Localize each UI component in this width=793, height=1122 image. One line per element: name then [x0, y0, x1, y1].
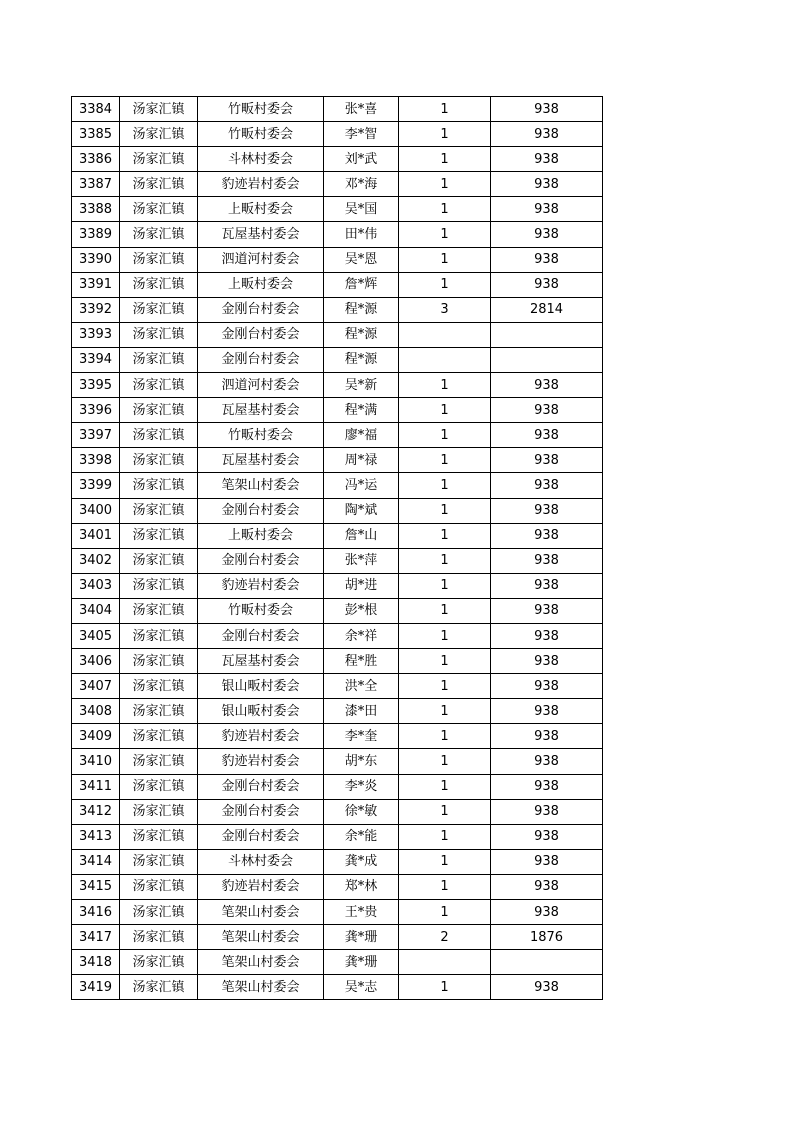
household-count-cell: 1 — [399, 247, 491, 272]
row-number-cell: 3407 — [72, 674, 120, 699]
household-count-cell: 1 — [399, 523, 491, 548]
amount-cell — [491, 322, 603, 347]
row-number-cell: 3397 — [72, 423, 120, 448]
person-name-cell: 田*伟 — [324, 222, 399, 247]
amount-cell: 938 — [491, 724, 603, 749]
row-number-cell: 3392 — [72, 297, 120, 322]
village-committee-cell: 豹迹岩村委会 — [198, 749, 324, 774]
household-count-cell: 1 — [399, 900, 491, 925]
person-name-cell: 詹*辉 — [324, 272, 399, 297]
row-number-cell: 3401 — [72, 523, 120, 548]
household-count-cell: 1 — [399, 799, 491, 824]
person-name-cell: 胡*东 — [324, 749, 399, 774]
person-name-cell: 王*贵 — [324, 900, 399, 925]
table-row — [72, 849, 603, 874]
table-row — [72, 448, 603, 473]
person-name-cell: 龚*珊 — [324, 950, 399, 975]
town-cell: 汤家汇镇 — [120, 523, 198, 548]
amount-cell — [491, 347, 603, 372]
amount-cell: 938 — [491, 699, 603, 724]
village-committee-cell: 瓦屋基村委会 — [198, 398, 324, 423]
town-cell: 汤家汇镇 — [120, 975, 198, 1000]
table-row — [72, 297, 603, 322]
amount-cell: 938 — [491, 172, 603, 197]
household-count-cell: 1 — [399, 824, 491, 849]
row-number-cell: 3402 — [72, 548, 120, 573]
row-number-cell: 3391 — [72, 272, 120, 297]
person-name-cell: 龚*成 — [324, 849, 399, 874]
table-row — [72, 900, 603, 925]
town-cell: 汤家汇镇 — [120, 297, 198, 322]
table-row — [72, 197, 603, 222]
row-number-cell: 3408 — [72, 699, 120, 724]
row-number-cell: 3405 — [72, 623, 120, 648]
household-count-cell: 1 — [399, 674, 491, 699]
amount-cell: 938 — [491, 573, 603, 598]
town-cell: 汤家汇镇 — [120, 272, 198, 297]
village-committee-cell: 豹迹岩村委会 — [198, 724, 324, 749]
household-count-cell: 1 — [399, 548, 491, 573]
amount-cell: 938 — [491, 473, 603, 498]
village-committee-cell: 斗林村委会 — [198, 849, 324, 874]
row-number-cell: 3406 — [72, 649, 120, 674]
town-cell: 汤家汇镇 — [120, 598, 198, 623]
table-body — [72, 97, 603, 1000]
village-committee-cell: 瓦屋基村委会 — [198, 222, 324, 247]
town-cell: 汤家汇镇 — [120, 423, 198, 448]
household-count-cell: 1 — [399, 598, 491, 623]
table-row — [72, 398, 603, 423]
town-cell: 汤家汇镇 — [120, 548, 198, 573]
row-number-cell: 3412 — [72, 799, 120, 824]
person-name-cell: 吴*恩 — [324, 247, 399, 272]
row-number-cell: 3395 — [72, 373, 120, 398]
person-name-cell: 吴*志 — [324, 975, 399, 1000]
village-committee-cell: 笔架山村委会 — [198, 900, 324, 925]
row-number-cell: 3385 — [72, 122, 120, 147]
village-committee-cell: 金刚台村委会 — [198, 322, 324, 347]
person-name-cell: 李*智 — [324, 122, 399, 147]
village-committee-cell: 笔架山村委会 — [198, 473, 324, 498]
table-row — [72, 147, 603, 172]
row-number-cell: 3396 — [72, 398, 120, 423]
table-row — [72, 172, 603, 197]
table-row — [72, 548, 603, 573]
person-name-cell: 洪*全 — [324, 674, 399, 699]
household-count-cell: 1 — [399, 272, 491, 297]
amount-cell: 938 — [491, 900, 603, 925]
table-row — [72, 874, 603, 899]
household-count-cell: 1 — [399, 197, 491, 222]
amount-cell: 938 — [491, 874, 603, 899]
household-count-cell: 1 — [399, 147, 491, 172]
table-row — [72, 598, 603, 623]
village-committee-cell: 金刚台村委会 — [198, 824, 324, 849]
household-count-cell: 1 — [399, 649, 491, 674]
row-number-cell: 3409 — [72, 724, 120, 749]
town-cell: 汤家汇镇 — [120, 573, 198, 598]
household-count-cell: 1 — [399, 473, 491, 498]
row-number-cell: 3390 — [72, 247, 120, 272]
household-count-cell — [399, 322, 491, 347]
town-cell: 汤家汇镇 — [120, 247, 198, 272]
person-name-cell: 詹*山 — [324, 523, 399, 548]
row-number-cell: 3388 — [72, 197, 120, 222]
row-number-cell: 3387 — [72, 172, 120, 197]
amount-cell: 2814 — [491, 297, 603, 322]
table-row — [72, 649, 603, 674]
town-cell: 汤家汇镇 — [120, 97, 198, 122]
table-row — [72, 925, 603, 950]
household-count-cell: 1 — [399, 222, 491, 247]
household-count-cell: 1 — [399, 122, 491, 147]
household-count-cell: 1 — [399, 573, 491, 598]
table-row — [72, 573, 603, 598]
person-name-cell: 胡*进 — [324, 573, 399, 598]
data-table — [71, 96, 603, 1000]
person-name-cell: 李*炎 — [324, 774, 399, 799]
row-number-cell: 3416 — [72, 900, 120, 925]
amount-cell: 938 — [491, 122, 603, 147]
amount-cell: 938 — [491, 598, 603, 623]
household-count-cell: 1 — [399, 874, 491, 899]
person-name-cell: 张*喜 — [324, 97, 399, 122]
village-committee-cell: 笔架山村委会 — [198, 950, 324, 975]
amount-cell: 938 — [491, 849, 603, 874]
town-cell: 汤家汇镇 — [120, 699, 198, 724]
village-committee-cell: 金刚台村委会 — [198, 498, 324, 523]
town-cell: 汤家汇镇 — [120, 398, 198, 423]
person-name-cell: 周*禄 — [324, 448, 399, 473]
household-count-cell: 1 — [399, 423, 491, 448]
household-count-cell: 1 — [399, 448, 491, 473]
table-row — [72, 423, 603, 448]
town-cell: 汤家汇镇 — [120, 724, 198, 749]
row-number-cell: 3400 — [72, 498, 120, 523]
village-committee-cell: 金刚台村委会 — [198, 297, 324, 322]
household-count-cell: 1 — [399, 498, 491, 523]
household-count-cell — [399, 347, 491, 372]
row-number-cell: 3389 — [72, 222, 120, 247]
town-cell: 汤家汇镇 — [120, 322, 198, 347]
person-name-cell: 吴*新 — [324, 373, 399, 398]
amount-cell: 938 — [491, 222, 603, 247]
row-number-cell: 3411 — [72, 774, 120, 799]
row-number-cell: 3418 — [72, 950, 120, 975]
amount-cell: 938 — [491, 774, 603, 799]
person-name-cell: 余*祥 — [324, 623, 399, 648]
amount-cell — [491, 950, 603, 975]
row-number-cell: 3415 — [72, 874, 120, 899]
town-cell: 汤家汇镇 — [120, 373, 198, 398]
table-row — [72, 473, 603, 498]
village-committee-cell: 银山畈村委会 — [198, 699, 324, 724]
person-name-cell: 廖*福 — [324, 423, 399, 448]
table-row — [72, 498, 603, 523]
village-committee-cell: 瓦屋基村委会 — [198, 448, 324, 473]
village-committee-cell: 银山畈村委会 — [198, 674, 324, 699]
amount-cell: 938 — [491, 799, 603, 824]
table-row — [72, 97, 603, 122]
person-name-cell: 龚*珊 — [324, 925, 399, 950]
village-committee-cell: 金刚台村委会 — [198, 347, 324, 372]
table-row — [72, 674, 603, 699]
village-committee-cell: 金刚台村委会 — [198, 548, 324, 573]
town-cell: 汤家汇镇 — [120, 824, 198, 849]
amount-cell: 938 — [491, 749, 603, 774]
amount-cell: 938 — [491, 548, 603, 573]
household-count-cell: 1 — [399, 749, 491, 774]
table-row — [72, 373, 603, 398]
household-count-cell: 1 — [399, 975, 491, 1000]
person-name-cell: 程*源 — [324, 297, 399, 322]
amount-cell: 938 — [491, 623, 603, 648]
person-name-cell: 刘*武 — [324, 147, 399, 172]
amount-cell: 938 — [491, 674, 603, 699]
row-number-cell: 3394 — [72, 347, 120, 372]
household-count-cell: 2 — [399, 925, 491, 950]
person-name-cell: 张*萍 — [324, 548, 399, 573]
town-cell: 汤家汇镇 — [120, 197, 198, 222]
town-cell: 汤家汇镇 — [120, 498, 198, 523]
village-committee-cell: 竹畈村委会 — [198, 423, 324, 448]
amount-cell: 938 — [491, 373, 603, 398]
village-committee-cell: 斗林村委会 — [198, 147, 324, 172]
row-number-cell: 3384 — [72, 97, 120, 122]
town-cell: 汤家汇镇 — [120, 925, 198, 950]
amount-cell: 938 — [491, 975, 603, 1000]
table-row — [72, 623, 603, 648]
village-committee-cell: 豹迹岩村委会 — [198, 573, 324, 598]
person-name-cell: 漆*田 — [324, 699, 399, 724]
village-committee-cell: 豹迹岩村委会 — [198, 172, 324, 197]
town-cell: 汤家汇镇 — [120, 147, 198, 172]
amount-cell: 938 — [491, 523, 603, 548]
town-cell: 汤家汇镇 — [120, 172, 198, 197]
household-count-cell: 1 — [399, 172, 491, 197]
amount-cell: 938 — [491, 247, 603, 272]
amount-cell: 1876 — [491, 925, 603, 950]
row-number-cell: 3414 — [72, 849, 120, 874]
amount-cell: 938 — [491, 147, 603, 172]
town-cell: 汤家汇镇 — [120, 122, 198, 147]
person-name-cell: 程*源 — [324, 322, 399, 347]
town-cell: 汤家汇镇 — [120, 222, 198, 247]
row-number-cell: 3419 — [72, 975, 120, 1000]
amount-cell: 938 — [491, 197, 603, 222]
household-count-cell: 1 — [399, 623, 491, 648]
amount-cell: 938 — [491, 498, 603, 523]
town-cell: 汤家汇镇 — [120, 849, 198, 874]
person-name-cell: 李*奎 — [324, 724, 399, 749]
town-cell: 汤家汇镇 — [120, 749, 198, 774]
table-row — [72, 272, 603, 297]
person-name-cell: 程*满 — [324, 398, 399, 423]
person-name-cell: 邓*海 — [324, 172, 399, 197]
town-cell: 汤家汇镇 — [120, 774, 198, 799]
row-number-cell: 3413 — [72, 824, 120, 849]
town-cell: 汤家汇镇 — [120, 874, 198, 899]
amount-cell: 938 — [491, 448, 603, 473]
person-name-cell: 彭*根 — [324, 598, 399, 623]
amount-cell: 938 — [491, 97, 603, 122]
table-row — [72, 749, 603, 774]
row-number-cell: 3393 — [72, 322, 120, 347]
amount-cell: 938 — [491, 398, 603, 423]
person-name-cell: 程*胜 — [324, 649, 399, 674]
row-number-cell: 3410 — [72, 749, 120, 774]
town-cell: 汤家汇镇 — [120, 674, 198, 699]
table-row — [72, 247, 603, 272]
person-name-cell: 陶*斌 — [324, 498, 399, 523]
household-count-cell: 1 — [399, 849, 491, 874]
town-cell: 汤家汇镇 — [120, 649, 198, 674]
village-committee-cell: 竹畈村委会 — [198, 97, 324, 122]
town-cell: 汤家汇镇 — [120, 900, 198, 925]
table-row — [72, 950, 603, 975]
household-count-cell: 1 — [399, 373, 491, 398]
village-committee-cell: 泗道河村委会 — [198, 247, 324, 272]
person-name-cell: 余*能 — [324, 824, 399, 849]
village-committee-cell: 笔架山村委会 — [198, 925, 324, 950]
household-count-cell — [399, 950, 491, 975]
row-number-cell: 3404 — [72, 598, 120, 623]
household-count-cell: 1 — [399, 97, 491, 122]
table-row — [72, 347, 603, 372]
table-row — [72, 975, 603, 1000]
person-name-cell: 冯*运 — [324, 473, 399, 498]
village-committee-cell: 瓦屋基村委会 — [198, 649, 324, 674]
row-number-cell: 3386 — [72, 147, 120, 172]
table-row — [72, 824, 603, 849]
table-row — [72, 523, 603, 548]
town-cell: 汤家汇镇 — [120, 623, 198, 648]
table-row — [72, 322, 603, 347]
household-count-cell: 1 — [399, 398, 491, 423]
household-count-cell: 3 — [399, 297, 491, 322]
table-row — [72, 799, 603, 824]
town-cell: 汤家汇镇 — [120, 799, 198, 824]
village-committee-cell: 豹迹岩村委会 — [198, 874, 324, 899]
village-committee-cell: 金刚台村委会 — [198, 799, 324, 824]
household-count-cell: 1 — [399, 724, 491, 749]
town-cell: 汤家汇镇 — [120, 950, 198, 975]
person-name-cell: 徐*敏 — [324, 799, 399, 824]
village-committee-cell: 上畈村委会 — [198, 197, 324, 222]
row-number-cell: 3403 — [72, 573, 120, 598]
town-cell: 汤家汇镇 — [120, 473, 198, 498]
village-committee-cell: 上畈村委会 — [198, 272, 324, 297]
table-row — [72, 699, 603, 724]
household-count-cell: 1 — [399, 774, 491, 799]
table-row — [72, 222, 603, 247]
village-committee-cell: 笔架山村委会 — [198, 975, 324, 1000]
table-row — [72, 774, 603, 799]
village-committee-cell: 上畈村委会 — [198, 523, 324, 548]
village-committee-cell: 竹畈村委会 — [198, 598, 324, 623]
town-cell: 汤家汇镇 — [120, 448, 198, 473]
village-committee-cell: 金刚台村委会 — [198, 774, 324, 799]
table-row — [72, 724, 603, 749]
row-number-cell: 3417 — [72, 925, 120, 950]
amount-cell: 938 — [491, 272, 603, 297]
table-row — [72, 122, 603, 147]
amount-cell: 938 — [491, 824, 603, 849]
household-count-cell: 1 — [399, 699, 491, 724]
person-name-cell: 吴*国 — [324, 197, 399, 222]
village-committee-cell: 竹畈村委会 — [198, 122, 324, 147]
village-committee-cell: 泗道河村委会 — [198, 373, 324, 398]
town-cell: 汤家汇镇 — [120, 347, 198, 372]
person-name-cell: 郑*林 — [324, 874, 399, 899]
amount-cell: 938 — [491, 423, 603, 448]
village-committee-cell: 金刚台村委会 — [198, 623, 324, 648]
person-name-cell: 程*源 — [324, 347, 399, 372]
amount-cell: 938 — [491, 649, 603, 674]
row-number-cell: 3398 — [72, 448, 120, 473]
row-number-cell: 3399 — [72, 473, 120, 498]
